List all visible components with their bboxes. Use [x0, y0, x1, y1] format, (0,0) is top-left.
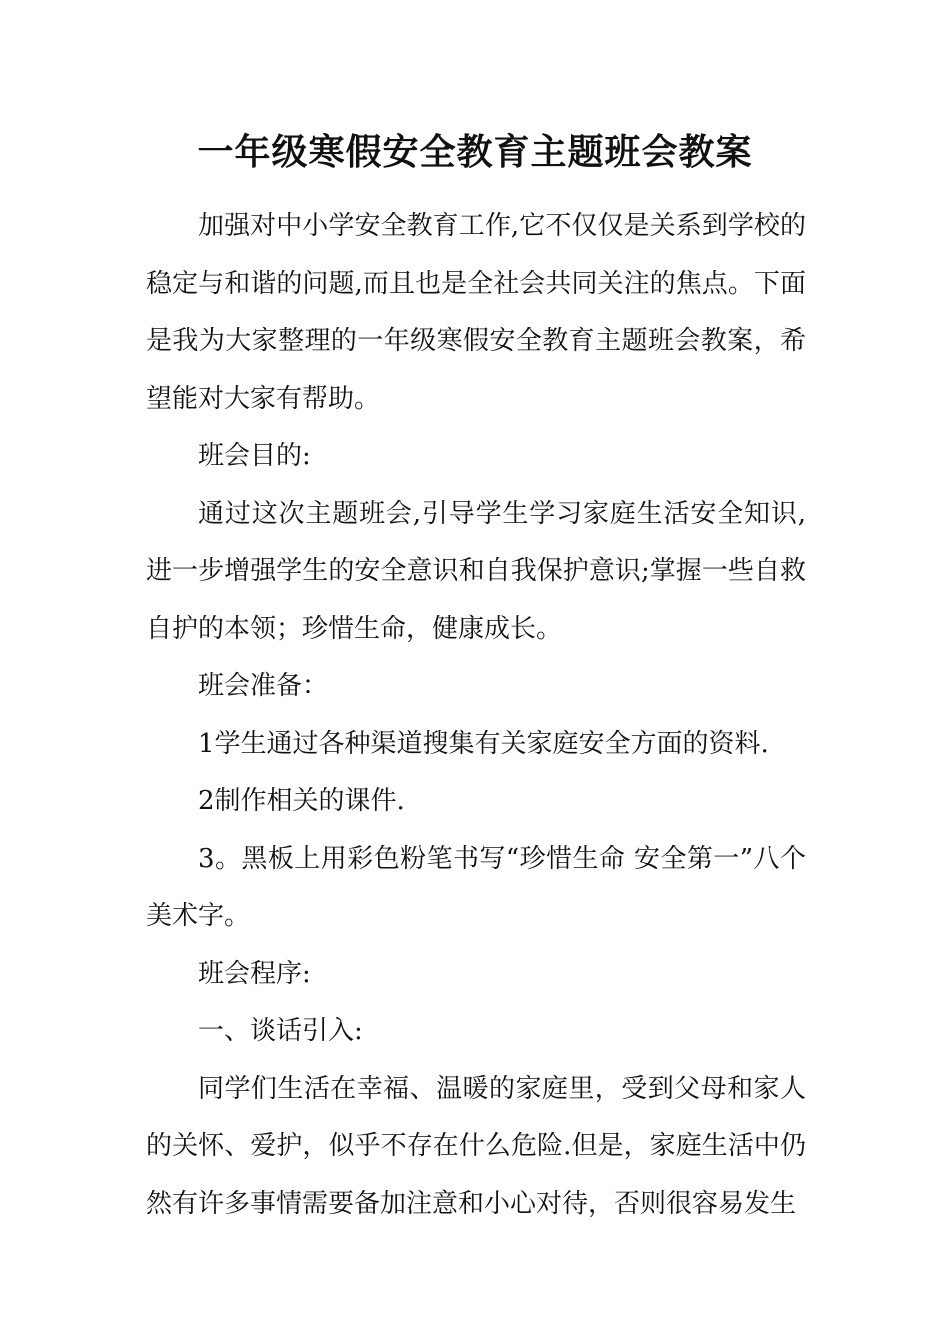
purpose-paragraph: 通过这次主题班会,引导学生学习家庭生活安全知识,进一步增强学生的安全意识和自我保护意识;掌握一些自救自护的本领；珍惜生命，健康成长。 — [146, 498, 806, 644]
document-body — [146, 198, 806, 1233]
section-heading-procedure: 班会程序: — [198, 958, 311, 989]
section-heading-purpose: 班会目的: — [198, 441, 311, 471]
preparation-item-2: 2制作相关的课件. — [198, 786, 405, 816]
document-title: 一年级寒假安全教育主题班会教案 — [197, 131, 753, 173]
procedure-step-1-heading: 一、谈话引入: — [198, 1016, 363, 1046]
preparation-item-3: 3。黑板上用彩色粉笔书写“珍惜生命 安全第一”八个美术字。 — [146, 843, 806, 931]
section-heading-preparation: 班会准备： — [198, 671, 329, 701]
procedure-step-1-paragraph: 同学们生活在幸福、温暖的家庭里，受到父母和家人的关怀、爱护，似乎不存在什么危险.但是，家庭生活中仍然有许多事情需要备加注意和小心对待，否则很容易发生 — [146, 1073, 806, 1219]
preparation-item-1: 1学生通过各种渠道搜集有关家庭安全方面的资料. — [198, 728, 769, 759]
intro-paragraph: 加强对中小学安全教育工作,它不仅仅是关系到学校的稳定与和谐的问题,而且也是全社会共同关注的焦点。下面是我为大家整理的一年级寒假安全教育主题班会教案，希望能对大家有帮助。 — [146, 211, 806, 414]
